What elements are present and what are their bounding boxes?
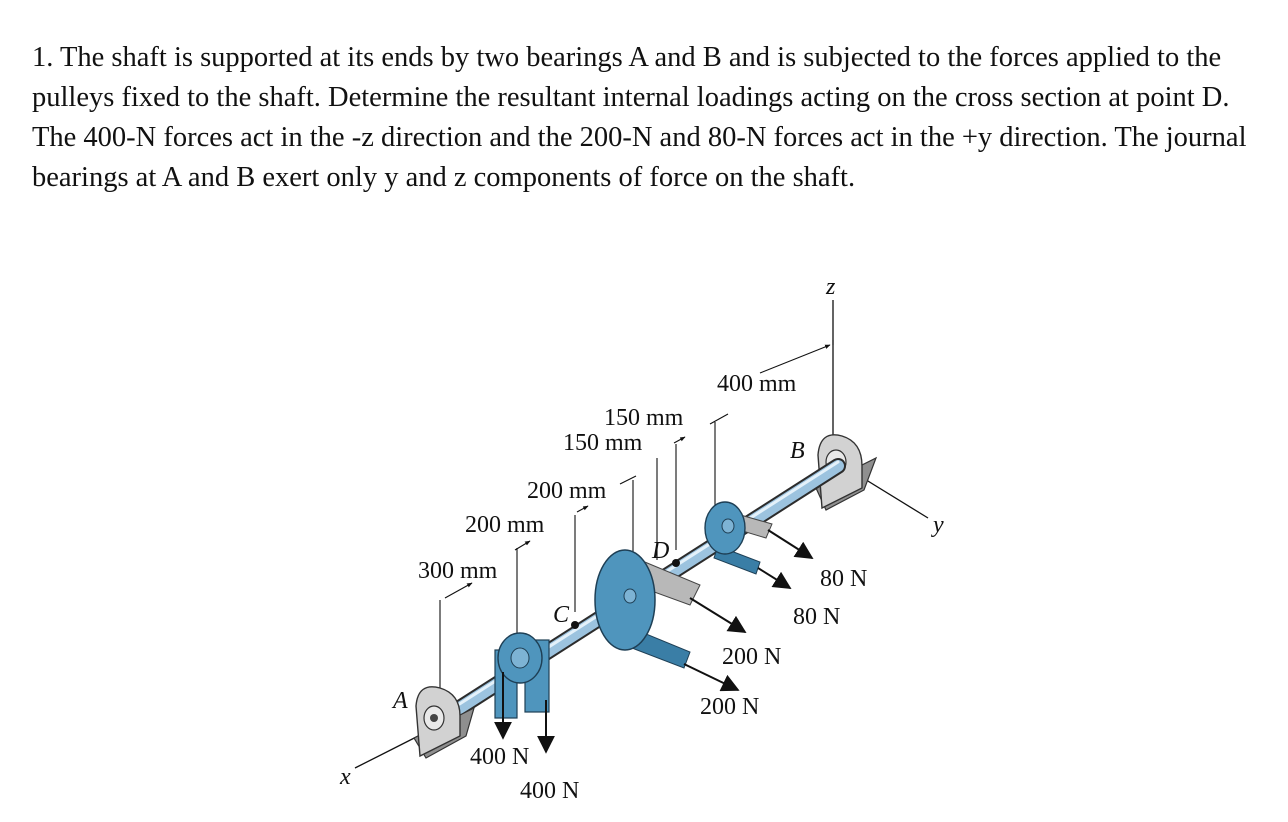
axis-x-label: x bbox=[340, 764, 351, 790]
dim-150mm-b-label: 150 mm bbox=[604, 405, 684, 431]
problem-text: The shaft is supported at its ends by two bearings A and B and is subjected to the forces applied to the pulleys fixed to the shaft. Determine the resultant internal loadings acting on the cross section at point D. The 400-N forces act in the -z direction and the 200-N and 80-N forces act in the +y direction. The journal bearings at A and B exert only y and z components of force on the shaft. bbox=[32, 42, 1247, 193]
force-200n-a-label: 200 N bbox=[722, 644, 782, 670]
point-b-label: B bbox=[790, 438, 805, 464]
force-200n-b-label: 200 N bbox=[700, 694, 760, 720]
dim-200mm-b-label: 200 mm bbox=[527, 478, 607, 504]
force-80n-a-arrow bbox=[768, 530, 812, 558]
dim-200mm-a-label: 200 mm bbox=[465, 512, 545, 538]
point-c-label: C bbox=[553, 602, 570, 628]
dim-300mm-label: 300 mm bbox=[418, 558, 498, 584]
force-400n-a-label: 400 N bbox=[470, 744, 530, 770]
force-200n-a-arrow bbox=[690, 598, 745, 632]
point-d-dot bbox=[672, 559, 680, 567]
point-a-label: A bbox=[393, 688, 408, 714]
force-80n-b-label: 80 N bbox=[793, 604, 841, 630]
point-c-dot bbox=[571, 621, 579, 629]
axis-z-label: z bbox=[826, 274, 836, 300]
dim-400mm-label: 400 mm bbox=[717, 371, 797, 397]
point-d-label: D bbox=[652, 538, 670, 564]
dim-150mm-a-label: 150 mm bbox=[563, 430, 643, 456]
force-80n-a-label: 80 N bbox=[820, 566, 868, 592]
force-80n-b-arrow bbox=[758, 568, 790, 588]
problem-number: 1. bbox=[32, 42, 54, 73]
force-400n-b-label: 400 N bbox=[520, 778, 580, 804]
axis-y-label: y bbox=[933, 512, 944, 538]
